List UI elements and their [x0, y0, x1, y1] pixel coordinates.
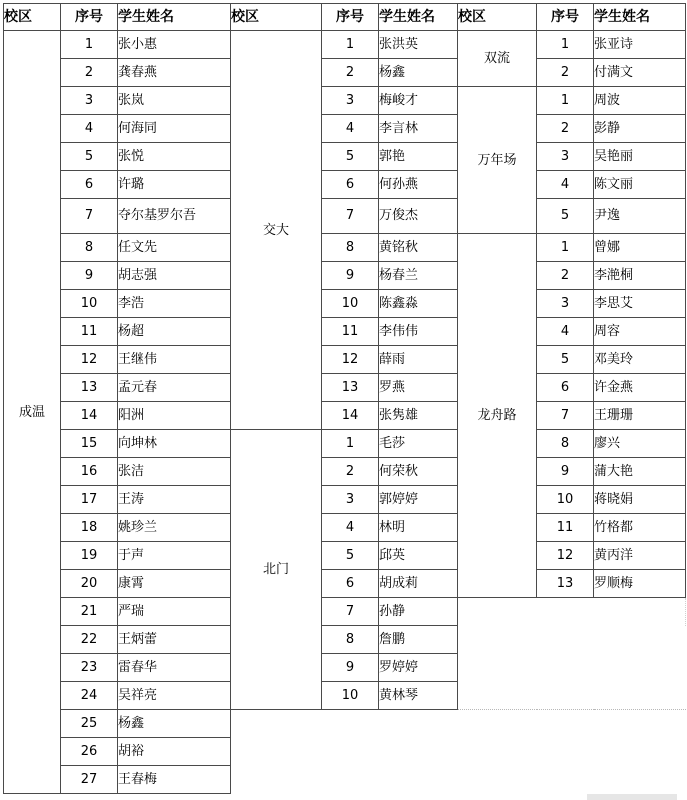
seq-cell: 11	[537, 514, 594, 542]
table-row	[4, 738, 686, 766]
table-row	[4, 402, 686, 430]
table-row	[4, 430, 686, 458]
student-name: 蒲大艳	[594, 458, 686, 486]
seq-cell: 13	[537, 570, 594, 598]
table-row	[4, 318, 686, 346]
student-name: 任文先	[118, 234, 231, 262]
student-name: 李滟桐	[594, 262, 686, 290]
table-row	[4, 626, 686, 654]
student-name: 罗燕	[379, 374, 458, 402]
student-name: 毛莎	[379, 430, 458, 458]
student-name: 竹格都	[594, 514, 686, 542]
student-name: 邱英	[379, 542, 458, 570]
student-roster-table	[3, 3, 686, 794]
seq-cell: 8	[61, 234, 118, 262]
table-row	[4, 570, 686, 598]
seq-cell: 7	[537, 402, 594, 430]
seq-cell: 2	[537, 115, 594, 143]
student-name: 黄林琴	[379, 682, 458, 710]
seq-cell: 3	[322, 87, 379, 115]
student-name: 杨鑫	[118, 710, 231, 738]
seq-cell: 12	[322, 346, 379, 374]
student-name: 郭艳	[379, 143, 458, 171]
header-seq: 序号	[322, 4, 379, 31]
seq-cell: 1	[537, 31, 594, 59]
empty-cell	[231, 738, 686, 766]
seq-cell: 13	[322, 374, 379, 402]
table-row	[4, 87, 686, 115]
campus-beimen: 北门	[231, 430, 322, 710]
student-name: 王春梅	[118, 766, 231, 794]
student-name: 杨鑫	[379, 59, 458, 87]
watermark-mark	[587, 792, 677, 800]
student-name: 詹鹏	[379, 626, 458, 654]
table-row	[4, 115, 686, 143]
student-name: 张洁	[118, 458, 231, 486]
student-name: 胡裕	[118, 738, 231, 766]
seq-cell: 3	[322, 486, 379, 514]
header-name: 学生姓名	[118, 4, 231, 31]
table-row	[4, 710, 686, 738]
student-name: 张岚	[118, 87, 231, 115]
empty-cell	[458, 626, 686, 654]
header-campus: 校区	[231, 4, 322, 31]
student-name: 李伟伟	[379, 318, 458, 346]
student-name: 曾娜	[594, 234, 686, 262]
student-name: 李浩	[118, 290, 231, 318]
seq-cell: 3	[537, 290, 594, 318]
student-name: 阳洲	[118, 402, 231, 430]
seq-cell: 6	[61, 171, 118, 199]
seq-cell: 16	[61, 458, 118, 486]
seq-cell: 17	[61, 486, 118, 514]
campus-wannianchang: 万年场	[458, 87, 537, 234]
student-name: 蒋晓娟	[594, 486, 686, 514]
table-row	[4, 171, 686, 199]
student-name: 雷春华	[118, 654, 231, 682]
student-name: 罗婷婷	[379, 654, 458, 682]
table-row	[4, 598, 686, 626]
seq-cell: 2	[537, 59, 594, 87]
seq-cell: 5	[322, 143, 379, 171]
table-row	[4, 654, 686, 682]
seq-cell: 10	[537, 486, 594, 514]
student-name: 张亚诗	[594, 31, 686, 59]
campus-shuangliu: 双流	[458, 31, 537, 87]
student-name: 吴祥亮	[118, 682, 231, 710]
table-row	[4, 346, 686, 374]
seq-cell: 3	[61, 87, 118, 115]
seq-cell: 9	[61, 262, 118, 290]
seq-cell: 1	[537, 87, 594, 115]
student-name: 于声	[118, 542, 231, 570]
seq-cell: 4	[322, 514, 379, 542]
student-name: 周波	[594, 87, 686, 115]
student-name: 张小惠	[118, 31, 231, 59]
student-name: 胡成莉	[379, 570, 458, 598]
empty-cell	[231, 710, 686, 738]
table-row	[4, 199, 686, 234]
header-seq: 序号	[537, 4, 594, 31]
student-name: 王炳蕾	[118, 626, 231, 654]
student-name: 林明	[379, 514, 458, 542]
seq-cell: 7	[61, 199, 118, 234]
seq-cell: 15	[61, 430, 118, 458]
empty-cell	[458, 682, 686, 710]
seq-cell: 5	[537, 346, 594, 374]
seq-cell: 9	[322, 654, 379, 682]
student-name: 王珊珊	[594, 402, 686, 430]
table-row	[4, 143, 686, 171]
student-name: 向坤林	[118, 430, 231, 458]
student-name: 严瑞	[118, 598, 231, 626]
student-name: 李言林	[379, 115, 458, 143]
seq-cell: 8	[537, 430, 594, 458]
seq-cell: 1	[322, 31, 379, 59]
student-name: 王涛	[118, 486, 231, 514]
empty-cell	[231, 766, 686, 794]
seq-cell: 11	[322, 318, 379, 346]
seq-cell: 4	[537, 171, 594, 199]
student-name: 孙静	[379, 598, 458, 626]
student-name: 尹逸	[594, 199, 686, 234]
table-row	[4, 59, 686, 87]
student-name: 孟元春	[118, 374, 231, 402]
table-row	[4, 542, 686, 570]
student-name: 杨春兰	[379, 262, 458, 290]
seq-cell: 2	[322, 59, 379, 87]
student-name: 何海同	[118, 115, 231, 143]
student-name: 吴艳丽	[594, 143, 686, 171]
seq-cell: 26	[61, 738, 118, 766]
table-row	[4, 290, 686, 318]
seq-cell: 19	[61, 542, 118, 570]
student-name: 夺尔基罗尔吾	[118, 199, 231, 234]
seq-cell: 7	[322, 199, 379, 234]
seq-cell: 3	[537, 143, 594, 171]
empty-cell	[458, 654, 686, 682]
seq-cell: 2	[322, 458, 379, 486]
seq-cell: 10	[61, 290, 118, 318]
seq-cell: 13	[61, 374, 118, 402]
seq-cell: 5	[322, 542, 379, 570]
seq-cell: 8	[322, 626, 379, 654]
student-name: 杨超	[118, 318, 231, 346]
header-campus: 校区	[458, 4, 537, 31]
seq-cell: 6	[537, 374, 594, 402]
seq-cell: 7	[322, 598, 379, 626]
seq-cell: 5	[537, 199, 594, 234]
student-name: 薛雨	[379, 346, 458, 374]
seq-cell: 2	[61, 59, 118, 87]
seq-cell: 5	[61, 143, 118, 171]
student-name: 周容	[594, 318, 686, 346]
table-row	[4, 31, 686, 59]
seq-cell: 11	[61, 318, 118, 346]
header-name: 学生姓名	[594, 4, 686, 31]
student-name: 陈文丽	[594, 171, 686, 199]
seq-cell: 23	[61, 654, 118, 682]
seq-cell: 9	[322, 262, 379, 290]
seq-cell: 2	[537, 262, 594, 290]
seq-cell: 25	[61, 710, 118, 738]
table-row	[4, 766, 686, 794]
student-name: 黄铭秋	[379, 234, 458, 262]
seq-cell: 27	[61, 766, 118, 794]
campus-jiaoda: 交大	[231, 31, 322, 430]
seq-cell: 14	[322, 402, 379, 430]
campus-chengwen: 成温	[4, 31, 61, 794]
student-name: 龚春燕	[118, 59, 231, 87]
table-row	[4, 262, 686, 290]
student-name: 梅峻才	[379, 87, 458, 115]
student-name: 郭婷婷	[379, 486, 458, 514]
table-row	[4, 234, 686, 262]
student-name: 康霄	[118, 570, 231, 598]
table-row	[4, 486, 686, 514]
seq-cell: 4	[322, 115, 379, 143]
seq-cell: 10	[322, 290, 379, 318]
header-seq: 序号	[61, 4, 118, 31]
student-name: 邓美玲	[594, 346, 686, 374]
seq-cell: 14	[61, 402, 118, 430]
seq-cell: 22	[61, 626, 118, 654]
table-row	[4, 374, 686, 402]
student-name: 何孙燕	[379, 171, 458, 199]
student-name: 罗顺梅	[594, 570, 686, 598]
seq-cell: 4	[61, 115, 118, 143]
student-name: 张悦	[118, 143, 231, 171]
student-name: 万俊杰	[379, 199, 458, 234]
seq-cell: 8	[322, 234, 379, 262]
student-name: 许金燕	[594, 374, 686, 402]
campus-longzhoulu: 龙舟路	[458, 234, 537, 598]
seq-cell: 1	[537, 234, 594, 262]
seq-cell: 1	[322, 430, 379, 458]
student-name: 姚珍兰	[118, 514, 231, 542]
seq-cell: 12	[537, 542, 594, 570]
seq-cell: 6	[322, 570, 379, 598]
header-name: 学生姓名	[379, 4, 458, 31]
seq-cell: 21	[61, 598, 118, 626]
seq-cell: 18	[61, 514, 118, 542]
header-row	[4, 4, 686, 31]
seq-cell: 20	[61, 570, 118, 598]
seq-cell: 1	[61, 31, 118, 59]
student-name: 付满文	[594, 59, 686, 87]
header-campus: 校区	[4, 4, 61, 31]
table-row	[4, 514, 686, 542]
seq-cell: 24	[61, 682, 118, 710]
student-name: 张洪英	[379, 31, 458, 59]
student-name: 李思艾	[594, 290, 686, 318]
empty-cell	[458, 598, 686, 626]
seq-cell: 10	[322, 682, 379, 710]
student-name: 胡志强	[118, 262, 231, 290]
student-name: 何荣秋	[379, 458, 458, 486]
student-name: 彭静	[594, 115, 686, 143]
student-name: 张隽雄	[379, 402, 458, 430]
student-name: 王继伟	[118, 346, 231, 374]
student-name: 许璐	[118, 171, 231, 199]
seq-cell: 6	[322, 171, 379, 199]
table-row	[4, 458, 686, 486]
seq-cell: 9	[537, 458, 594, 486]
table-row	[4, 682, 686, 710]
seq-cell: 12	[61, 346, 118, 374]
student-name: 陈鑫淼	[379, 290, 458, 318]
student-name: 廖兴	[594, 430, 686, 458]
seq-cell: 4	[537, 318, 594, 346]
student-name: 黄丙洋	[594, 542, 686, 570]
